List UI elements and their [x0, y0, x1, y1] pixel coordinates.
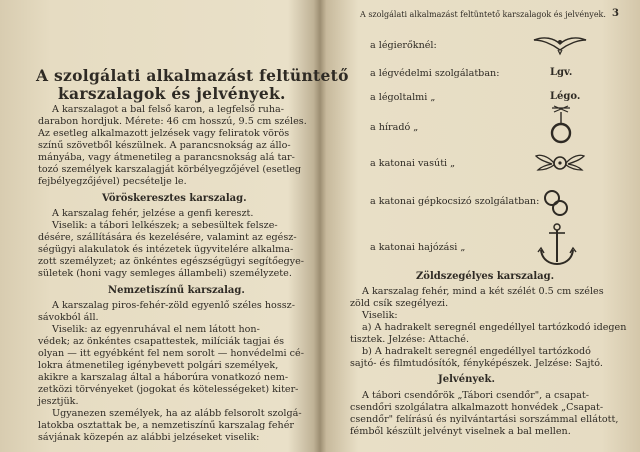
text-line: sávjának közepén az alábbi jelzéseket viselik:: [38, 432, 260, 443]
text-line: színű szövetből készülnek. A parancsnokság az állo-: [38, 140, 291, 151]
text-line: désére, szállítására és kezelésére, valamint az egész-: [38, 232, 297, 243]
text-line: Ugyanezen személyek, ha az alább felsorolt szolgá-: [52, 408, 302, 419]
text-line: zetközi törvényeket (jogokat és kötelességeket) kiter-: [38, 384, 299, 395]
text-line: sületek (honi vagy semleges állambeli) személyzete.: [38, 268, 292, 279]
double-ring-icon: [538, 188, 578, 218]
insignia-label-signals: a híradó „: [370, 122, 419, 133]
insignia-label-military-railway: a katonai vasúti „: [370, 158, 456, 169]
section-heading: Nemzetiszínű karszalag.: [108, 285, 245, 296]
text-line: sávokból áll.: [38, 312, 99, 323]
text-line: zöld csík szegélyezi.: [350, 298, 449, 309]
text-line: olyan — itt egyébként fel nem sorolt — honvédelmi cé-: [38, 348, 304, 359]
text-line: A karszalag piros-fehér-zöld egyenlő széles hossz-: [52, 300, 295, 311]
text-line: latokba osztattak be, a nemzetiszínű karszalag fehér: [38, 420, 294, 431]
text-line: akikre a karszalag által a háborúra vonatkozó nem-: [38, 372, 289, 383]
text-line: Viselik: a tábori lelkészek; a sebesültek felsze-: [52, 220, 278, 231]
insignia-mark-lgv: Lgv.: [550, 67, 573, 78]
text-line: csendőr" felírású és nyilvántartási sorszámmal ellátott,: [350, 414, 619, 425]
text-line: védek; az önkéntes csapattestek, milíciák tagjai és: [38, 336, 285, 347]
section-heading: Zöldszegélyes karszalag.: [416, 271, 555, 282]
text-line: Viselik:: [362, 310, 398, 321]
page-title-line1: A szolgálati alkalmazást feltüntető: [36, 66, 349, 85]
section-heading: Vöröskeresztes karszalag.: [102, 193, 247, 204]
insignia-label-military-naval: a katonai hajózási „: [370, 242, 466, 253]
right-page: [322, 0, 640, 452]
text-line: lokra átmenetileg igénybevett polgári személyek,: [38, 360, 279, 371]
text-line: ségügyi alakulatok és intézetek ügyvitelére alkalma-: [38, 244, 294, 255]
anchor-icon: [536, 222, 578, 268]
text-line: tisztek. Jelzése: Attaché.: [350, 334, 470, 345]
text-line: darabon hordjuk. Mérete: 46 cm hosszú, 9.5 cm széles.: [38, 116, 307, 127]
text-line: fejbélyegzőjével) pecsételje le.: [38, 176, 187, 187]
section-heading: Jelvények.: [438, 374, 495, 385]
insignia-mark-lego: Légo.: [550, 91, 581, 102]
text-line: a) A hadrakelt seregnél engedéllyel tartózkodó idegen: [362, 322, 627, 333]
signal-ring-icon: [548, 104, 574, 144]
text-line: jesztjük.: [38, 396, 79, 407]
text-line: A karszalag fehér, mind a két szélét 0.5 cm széles: [362, 286, 604, 297]
text-line: Viselik: az egyenruhával el nem látott hon-: [52, 324, 260, 335]
winged-wheel-icon: [534, 150, 586, 176]
text-line: mányába, vagy átmenetileg a parancsnokság alá tar-: [38, 152, 295, 163]
text-line: A tábori csendőrök „Tábori csendőr", a csapat-: [362, 390, 590, 401]
text-line: tozó személyek karszalagját körbélyegzőjével (esetleg: [38, 164, 302, 175]
text-line: sajtó- és filmtudósítók, fényképészek. Jelzése: Sajtó.: [350, 358, 603, 369]
winged-eagle-icon: [532, 34, 588, 56]
insignia-label-civil-defence: a légoltalmi „: [370, 92, 436, 103]
insignia-label-military-motor: a katonai gépkocsizó szolgálatban:: [370, 196, 540, 207]
insignia-label-air-defence: a légvédelmi szolgálatban:: [370, 68, 500, 79]
text-line: zott személyzet; az önkéntes egészségügyi segítőegye-: [38, 256, 305, 267]
page-number: 3: [612, 8, 619, 19]
text-line: Az esetleg alkalmazott jelzések vagy feliratok vörös: [38, 128, 290, 139]
insignia-label-air-force: a légierőknél:: [370, 40, 437, 51]
text-line: A karszalag fehér, jelzése a genfi kereszt.: [52, 208, 254, 219]
page-title-line2: karszalagok és jelvények.: [58, 84, 286, 103]
text-line: A karszalagot a bal felső karon, a legfelső ruha-: [52, 104, 284, 115]
running-head: A szolgálati alkalmazást feltüntető karszalagok és jelvények.: [360, 10, 606, 19]
text-line: b) A hadrakelt seregnél engedéllyel tartózkodó: [362, 346, 591, 357]
text-line: fémből készült jelvényt viselnek a bal mellen.: [350, 426, 571, 437]
text-line: csendőri szolgálatra alkalmazott honvédek „Csapat-: [350, 402, 604, 413]
